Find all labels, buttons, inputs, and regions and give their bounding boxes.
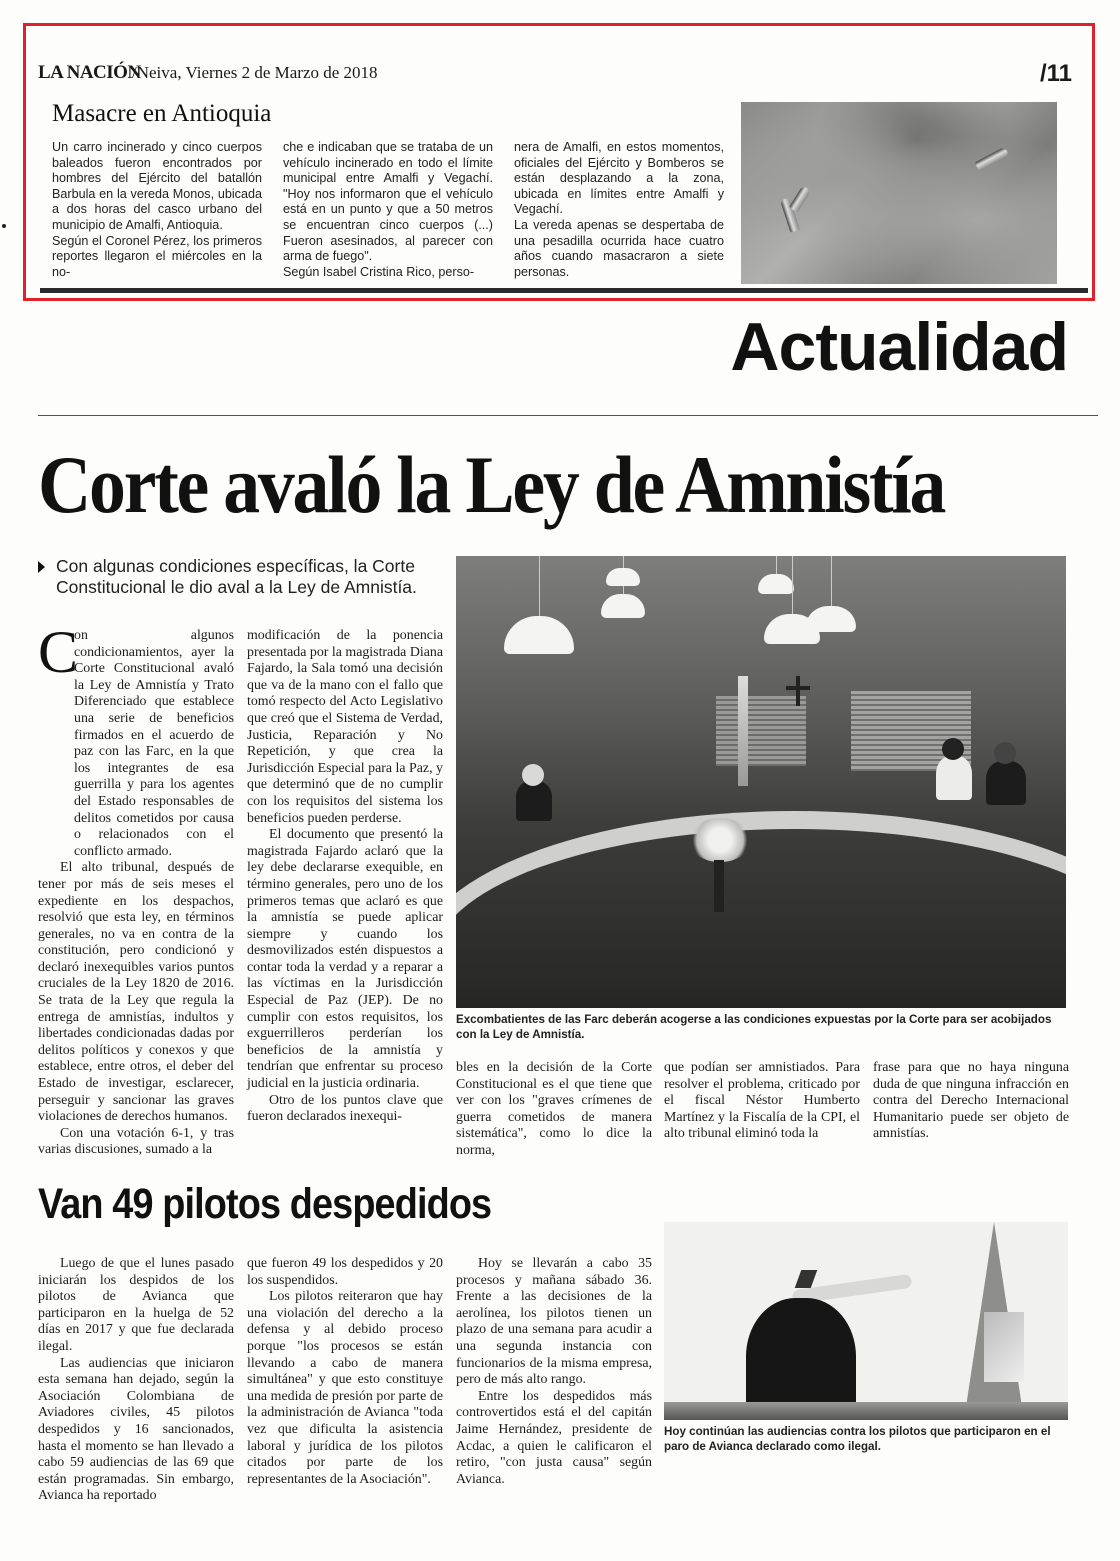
dateline: /Neiva, Viernes 2 de Marzo de 2018 xyxy=(132,63,378,82)
edge-mark xyxy=(2,224,6,228)
masacre-column-1 xyxy=(52,140,262,280)
corte-paragraph: modificación de la ponencia presentada por la magistrada Diana Fajardo, la Sala tomó una decisión que va de la mano con el fallo que tomó respecto del Acto Legislativo que creó que el Sistema de Verdad, Justicia, Reparación y No Repetición, y que crea la Jurisdicción Especial para la Paz, y que determinó que de no cumplir con los requisitos del sistema los beneficios pueden perderse. xyxy=(247,628,443,826)
corte-paragraph: Con una votación 6-1, y tras varias discusiones, sumado a la xyxy=(38,1125,234,1158)
lamp-icon xyxy=(601,594,645,618)
pilotos-paragraph: Las audiencias que iniciaron esta semana han dejado, según la Asociación Colombiana de Aviadores civiles, 45 pilotos despedidos y 16 sancionados, hasta el momento se han llevado a cabo 59 audiencias de las 69 que están programadas. Sin embargo, Avianca ha reportado xyxy=(38,1355,234,1504)
corte-column-1 xyxy=(38,619,234,1159)
corte-paragraph: bles en la decisión de la Corte Constitucional es el que tiene que ver con los "graves crímenes de guerra cometidos de manera sistemática", como lo dice la norma, xyxy=(456,1060,652,1158)
corte-column-2 xyxy=(247,628,443,1126)
pilotos-column-3 xyxy=(456,1256,652,1488)
corte-column-5 xyxy=(873,1060,1069,1143)
pilotos-column-2 xyxy=(247,1256,443,1488)
masacre-paragraph: nera de Amalfi, en estos momentos, oficiales del Ejército y Bomberos se están desplazando a la zona, ubicada en límites entre Amalfi y Vegachí. xyxy=(514,140,724,217)
masacre-headline: Masacre en Antioquia xyxy=(52,100,272,127)
pilotos-paragraph: Los pilotos reiteraron que hay una violación del derecho a la defensa y al debido proceso porque "los procesos se están llevando a cabo de manera simultánea" y que esto constituye una medida de presión por parte de la administración de Avianca "toda vez que dificulta la asistencia laboral y jurídica de los pilotos citados por parte de los representantes de la Asociación". xyxy=(247,1289,443,1487)
corte-paragraph: El documento que presentó la magistrada Fajardo aclaró que la ley debe declararse exequible, en término generales, pero uno de los primeros temas que aclaró es que la amnistía se puede aplicar siempre y cuando los desmovilizados estén dispuestos a contar toda la verdad y a reparar a las víctimas en la Jurisdicción Especial de Paz (JEP). De no cumplir con estos requisitos, los exguerrilleros perderían los beneficios de la amnistía y tendrían que enfrentar su proceso judicial en la justicia ordinaria. xyxy=(247,827,443,1092)
masthead xyxy=(38,60,1078,86)
corte-paragraph: que podían ser amnistiados. Para resolver el problema, criticado por el fiscal Néstor Humberto Martínez y la Fiscalía de la CPI, el alto tribunal eliminó toda la xyxy=(664,1060,860,1142)
masacre-paragraph: La vereda apenas se despertaba de una pesadilla ocurrida hace cuatro años cuando masacraron a siete personas. xyxy=(514,217,724,279)
shell-casing xyxy=(975,147,1010,172)
section-title: Actualidad xyxy=(730,309,1068,385)
lamp-icon xyxy=(806,606,856,632)
divider-band xyxy=(40,288,1088,293)
corte-paragraph: on algunos condicionamientos, ayer la Corte Constitucional avaló la Ley de Amnistía y Trato Diferenciado que establece una serie de beneficios firmados en el acuerdo de paz con las Farc, en la que los integrantes de esa guerrilla y para los agentes del Estado responsables de delitos cometidos por causa o relacionados con el conflicto armado. xyxy=(74,628,234,859)
lamp-icon xyxy=(758,574,794,594)
lamp-icon xyxy=(606,568,640,586)
page-number: /11 xyxy=(1039,60,1072,87)
pilotos-paragraph: Hoy se llevarán a cabo 35 procesos y mañana sábado 36. Frente a las decisiones de la aerolínea, los pilotos tienen un plazo de una semana para acudir a una segunda instancia con funcionarios de la misma empresa, pero de más alto rango. xyxy=(456,1256,652,1388)
corte-column-4 xyxy=(664,1060,860,1143)
corte-paragraph: frase para que no haya ninguna duda de que ninguna infracción en contra del Derecho Internacional Humanitario puede ser objeto de amnistías. xyxy=(873,1060,1069,1142)
corte-column-3 xyxy=(456,1060,652,1160)
corte-paragraph: El alto tribunal, después de tener por más de seis meses el expediente en los despachos, resolvió que esta ley, en términos generales, no va en contra de la constitución, pero condicionó y declaró inexequibles varios puntos cruciales de la Ley 1820 de 2016. Se trata de la Ley que regula la entrega de amnistías, indultos y libertades condicionadas dadas por delitos políticos y conexos y que establece, entre otros, el deber del Estado de investigar, esclarecer, perseguir y sancionar las graves violaciones de derechos humanos. xyxy=(38,860,234,1125)
corte-paragraph: Otro de los puntos clave que fueron declarados inexequi- xyxy=(247,1092,443,1125)
airplane-photo xyxy=(664,1222,1068,1420)
corte-photo-caption: Excombatientes de las Farc deberán acogerse a las condiciones expuestas por la Corte para ser acobijados con la Ley de Amnistía. xyxy=(456,1013,1052,1041)
bullet-casings-photo xyxy=(741,102,1057,284)
masacre-column-3 xyxy=(514,140,724,280)
masacre-paragraph: Según el Coronel Pérez, los primeros reportes llegaron el miércoles en la no- xyxy=(52,233,262,279)
main-headline: Corte avaló la Ley de Amnistía xyxy=(38,439,945,530)
pilotos-photo-caption: Hoy continúan las audiencias contra los pilotos que participaron en el paro de Avianca declarado como ilegal. xyxy=(664,1425,1051,1453)
masacre-column-2 xyxy=(283,140,493,280)
masacre-paragraph: Según Isabel Cristina Rico, perso- xyxy=(283,264,475,279)
shell-casing xyxy=(789,185,811,212)
newspaper-logo: LA NACIÓN xyxy=(38,62,141,83)
pilotos-column-1 xyxy=(38,1256,234,1505)
court-hearing-photo xyxy=(456,556,1066,1008)
bullet-icon xyxy=(38,561,45,573)
masacre-paragraph: Un carro incinerado y cinco cuerpos baleados fueron encontrados por hombres del Ejército del batallón Barbula en la vereda Monos, ubicada a dos horas del casco urbano del municipio de Amalfi, Antioquia. xyxy=(52,140,262,232)
masacre-paragraph: che e indicaban que se trataba de un vehículo incinerado en todo el límite municipal entre Amalfi y Vegachí. "Hoy nos informaron que el vehículo está en un punto y que a 50 metros se encuentran cinco cuerpos (...) Fueron asesinados, al parecer con arma de fuego". xyxy=(283,140,493,264)
pilotos-paragraph: Entre los despedidos más controvertidos está el del capitán Jaime Hernández, presidente de Acdac, a quien le calificaron el retiro, "con justa causa" según Avianca. xyxy=(456,1388,652,1487)
drop-cap: C xyxy=(38,619,79,685)
pilotos-paragraph: que fueron 49 los despedidos y 20 los suspendidos. xyxy=(247,1256,443,1288)
pilotos-headline: Van 49 pilotos despedidos xyxy=(38,1180,492,1228)
lamp-icon xyxy=(504,616,574,654)
section-rule xyxy=(38,415,1098,416)
pilotos-paragraph: Luego de que el lunes pasado iniciarán los despidos de los pilotos de Avianca que participaron en la huelga de 52 días en 2017 y que fue declarada ilegal. xyxy=(38,1256,234,1354)
article-summary: Con algunas condiciones específicas, la Corte Constitucional le dio aval a la Ley de Amnistía. xyxy=(56,556,417,597)
